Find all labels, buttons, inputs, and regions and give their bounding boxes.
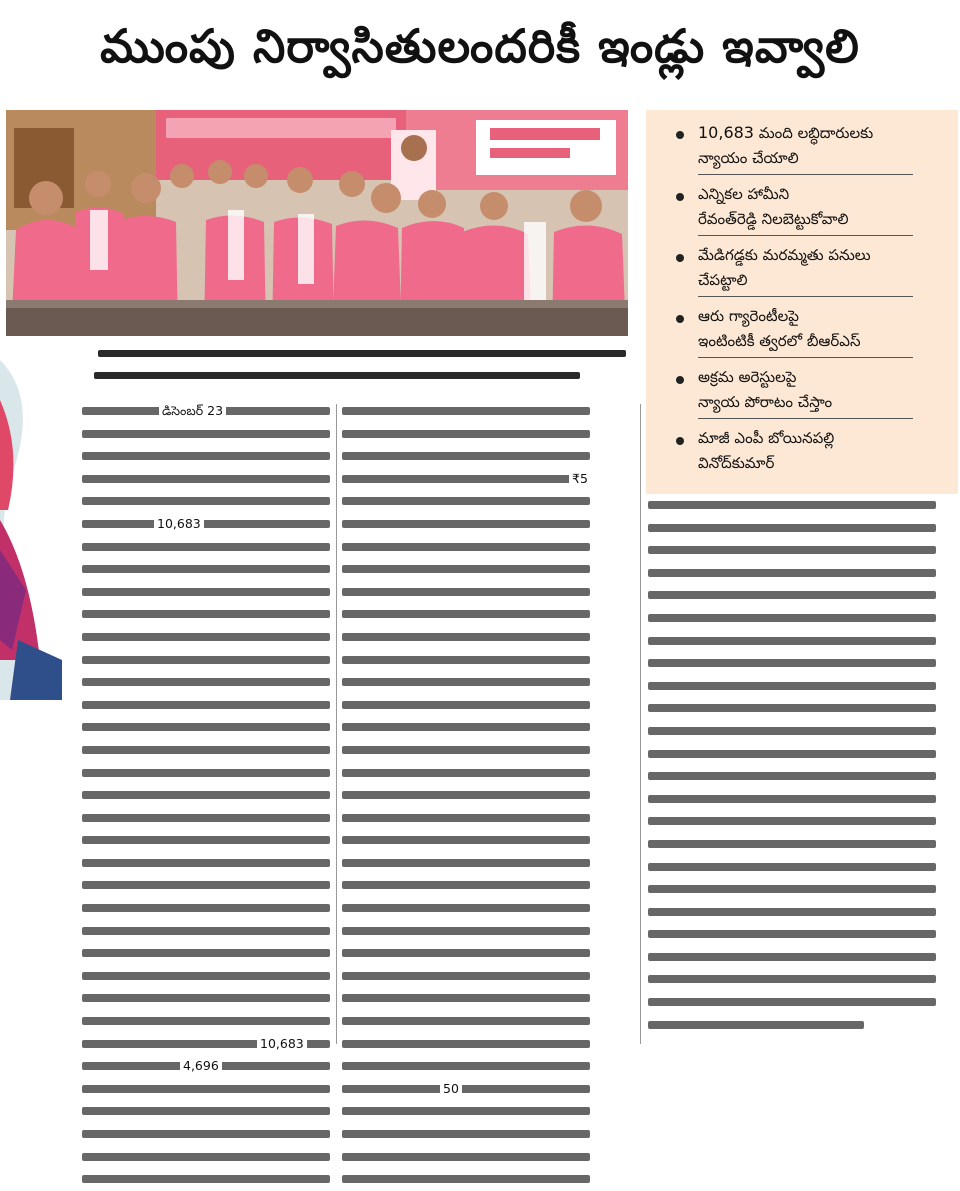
highlight-line: న్యాయ పోరాటం చేస్తాం [698,393,833,411]
text-placeholder [342,1130,590,1138]
highlight-line: ఎన్నికల హామీని [698,185,790,203]
text-placeholder [648,659,936,667]
text-placeholder [82,610,330,618]
article-text-line [82,626,340,649]
bullet-dot-icon [676,254,684,262]
article-text-line [342,558,600,581]
text-placeholder [648,817,936,825]
article-text-line [648,878,948,901]
article-text-line [648,856,948,879]
article-text-line [342,784,600,807]
article-text-line [342,423,600,446]
bullet-dot-icon [676,315,684,323]
article-text-line [342,1100,600,1123]
text-placeholder [648,637,936,645]
article-figure: 10,683 [154,516,204,532]
article-text-line [82,739,340,762]
text-placeholder [82,452,330,460]
text-placeholder [342,881,590,889]
text-placeholder [82,656,330,664]
text-placeholder [342,859,590,867]
text-placeholder [342,656,590,664]
text-placeholder [82,723,330,731]
article-text-line [342,807,600,830]
text-placeholder [342,1153,590,1161]
bullet-underline [698,235,913,236]
article-text-line [82,874,340,897]
article-text-line [342,468,600,491]
article-text-line [342,874,600,897]
text-placeholder [648,998,936,1006]
text-placeholder [82,994,330,1002]
article-text-line [342,1010,600,1033]
text-placeholder [342,1085,590,1093]
highlight-bullet [668,426,948,476]
caption-line [92,364,632,386]
text-placeholder [648,975,936,983]
text-placeholder [342,430,590,438]
article-text-line [648,607,948,630]
article-text-line [342,1033,600,1056]
column-divider [640,404,641,1044]
text-placeholder [342,1017,590,1025]
text-placeholder [82,949,330,957]
text-placeholder [648,772,936,780]
text-placeholder [342,610,590,618]
text-placeholder [648,1021,864,1029]
text-placeholder [648,524,936,532]
article-text-line [82,694,340,717]
article-text-line [342,671,600,694]
article-figure: 10,683 [257,1036,307,1052]
article-text-line [648,743,948,766]
bullet-dot-icon [676,376,684,384]
article-text-line [82,1146,340,1169]
article-text-line [342,716,600,739]
highlight-bullet [668,243,948,297]
text-placeholder [82,701,330,709]
article-text-line [648,765,948,788]
article-text-line [648,517,948,540]
article-text-line [342,536,600,559]
article-text-line [82,1055,340,1078]
text-placeholder [648,501,936,509]
article-text-line [82,1100,340,1123]
text-placeholder [82,927,330,935]
bullet-dot-icon [676,437,684,445]
article-text-line [82,423,340,446]
highlight-bullet [668,182,948,236]
article-column-2 [342,400,600,1096]
article-text-line [82,490,340,513]
text-placeholder [342,1107,590,1115]
article-text-line [82,1168,340,1191]
text-placeholder [82,633,330,641]
article-text-line [342,445,600,468]
highlight-line: ఆరు గ్యారెంటీలపై [698,307,799,325]
article-text-line [82,400,340,423]
text-placeholder [82,1085,330,1093]
article-text-line [82,649,340,672]
text-placeholder [342,497,590,505]
text-placeholder [82,588,330,596]
article-text-line [342,1123,600,1146]
bullet-dot-icon [676,131,684,139]
text-placeholder [82,904,330,912]
highlight-bullet [668,304,948,358]
article-text-line [342,987,600,1010]
article-text-line [342,513,600,536]
bullet-underline [698,174,913,175]
article-text-line [82,897,340,920]
article-column-3 [648,494,948,1048]
text-placeholder [648,569,936,577]
article-text-line [82,784,340,807]
article-text-line [82,603,340,626]
highlight-line: అక్రమ అరెస్టులపై [698,368,797,386]
highlight-line: ఇంటింటికీ త్వరలో బీఆర్‌ఎస్ [698,332,861,350]
article-text-line [648,991,948,1014]
article-text-line [82,920,340,943]
text-placeholder [342,543,590,551]
highlight-line: రేవంత్‌రెడ్డి నిలబెట్టుకోవాలి [698,210,849,228]
text-placeholder [82,836,330,844]
text-placeholder [342,949,590,957]
text-placeholder [648,863,936,871]
text-placeholder [342,520,590,528]
text-placeholder [342,723,590,731]
text-placeholder [342,1062,590,1070]
article-text-line [82,536,340,559]
article-text-line [82,445,340,468]
text-placeholder [648,930,936,938]
article-text-line [342,490,600,513]
text-placeholder [648,885,936,893]
article-text-line [82,852,340,875]
article-text-line [648,788,948,811]
text-placeholder [648,682,936,690]
article-figure: 4,696 [180,1058,222,1074]
article-text-line [342,626,600,649]
text-placeholder [342,1040,590,1048]
text-placeholder [648,614,936,622]
highlight-bullet [668,365,948,419]
article-text-line [342,897,600,920]
text-placeholder [82,791,330,799]
article-text-line [342,942,600,965]
text-placeholder [342,475,590,483]
article-text-line [82,1123,340,1146]
press-meet-photo [6,110,628,336]
text-placeholder [342,972,590,980]
bullet-underline [698,357,913,358]
text-placeholder [82,1153,330,1161]
article-text-line [648,810,948,833]
article-text-line [648,630,948,653]
article-text-line [342,1146,600,1169]
article-text-line [82,513,340,536]
text-placeholder [648,953,936,961]
text-placeholder [648,727,936,735]
bullet-underline [698,418,913,419]
article-text-line [82,1010,340,1033]
text-placeholder [648,750,936,758]
article-figure: ₹5 [569,471,591,487]
text-placeholder [342,769,590,777]
highlight-line: వినోద్‌కుమార్ [698,454,775,472]
text-placeholder [342,994,590,1002]
text-placeholder [648,840,936,848]
text-placeholder [82,497,330,505]
text-placeholder [342,836,590,844]
text-placeholder [82,1107,330,1115]
article-text-line [82,581,340,604]
text-placeholder [648,546,936,554]
article-text-line [342,739,600,762]
text-placeholder [342,588,590,596]
highlight-line: మాజీ ఎంపీ బోయినపల్లి [698,429,835,447]
highlight-line: మేడిగడ్డకు మరమ్మతు పనులు [698,246,871,264]
text-placeholder [82,543,330,551]
article-text-line [648,901,948,924]
text-placeholder [82,1130,330,1138]
article-text-line [82,965,340,988]
text-placeholder [82,565,330,573]
bullet-dot-icon [676,193,684,201]
text-placeholder [648,704,936,712]
text-placeholder [342,746,590,754]
column-divider [336,404,337,1044]
text-placeholder [82,520,330,528]
text-placeholder [342,407,590,415]
text-placeholder [342,791,590,799]
article-text-line [648,539,948,562]
article-text-line [82,762,340,785]
article-text-line [82,1033,340,1056]
text-placeholder [342,927,590,935]
highlights-panel [646,110,958,494]
text-placeholder [342,633,590,641]
article-text-line [648,697,948,720]
text-placeholder [648,591,936,599]
text-placeholder [82,769,330,777]
text-placeholder [82,475,330,483]
news-photo [6,110,628,336]
caption-line [92,342,632,364]
article-text-line [82,716,340,739]
article-text-line [342,852,600,875]
adjacent-ad-strip [0,360,62,700]
article-text-line [342,1078,600,1101]
article-text-line [342,694,600,717]
article-text-line [342,1055,600,1078]
textile-image [0,360,62,700]
article-text-line [648,1014,948,1037]
article-text-line [82,942,340,965]
text-placeholder [82,746,330,754]
text-placeholder [342,452,590,460]
article-text-line [342,649,600,672]
text-placeholder [342,565,590,573]
article-text-line [648,494,948,517]
highlight-bullet [668,120,948,175]
text-placeholder [82,881,330,889]
article-text-line [82,558,340,581]
text-placeholder [82,430,330,438]
article-text-line [82,1078,340,1101]
text-placeholder [342,904,590,912]
bullet-underline [698,296,913,297]
article-text-line [82,671,340,694]
article-figure: 50 [440,1081,462,1097]
article-text-line [342,1168,600,1191]
highlight-line: న్యాయం చేయాలి [698,149,799,167]
article-text-line [342,965,600,988]
article-text-line [648,584,948,607]
text-placeholder [342,701,590,709]
article-figure: డిసెంబర్ 23 [159,403,226,419]
text-placeholder [648,908,936,916]
article-text-line [342,829,600,852]
text-placeholder [648,795,936,803]
text-placeholder [82,972,330,980]
article-text-line [648,968,948,991]
text-placeholder [82,1017,330,1025]
text-placeholder [82,678,330,686]
article-text-line [342,581,600,604]
photo-caption [92,342,632,392]
highlight-line: చేపట్టాలి [698,271,748,289]
article-text-line [648,652,948,675]
headline: ముంపు నిర్వాసితులందరికీ ఇండ్లు ఇవ్వాలి [100,19,860,73]
text-placeholder [342,678,590,686]
article-text-line [342,762,600,785]
article-column-1 [82,400,340,1074]
article-text-line [82,807,340,830]
article-text-line [82,987,340,1010]
article-text-line [648,923,948,946]
article-text-line [648,675,948,698]
highlight-number: 10,683 [698,123,754,142]
text-placeholder [342,1175,590,1183]
text-placeholder [342,814,590,822]
article-text-line [648,562,948,585]
article-text-line [82,468,340,491]
highlight-line [698,120,948,146]
article-text-line [342,400,600,423]
text-placeholder [82,859,330,867]
article-text-line [82,829,340,852]
text-placeholder [82,814,330,822]
article-text-line [342,603,600,626]
article-text-line [342,920,600,943]
article-text-line [648,833,948,856]
article-text-line [648,720,948,743]
article-text-line [648,946,948,969]
highlight-text: మంది లబ్ధిదారులకు [758,124,874,142]
text-placeholder [82,1175,330,1183]
